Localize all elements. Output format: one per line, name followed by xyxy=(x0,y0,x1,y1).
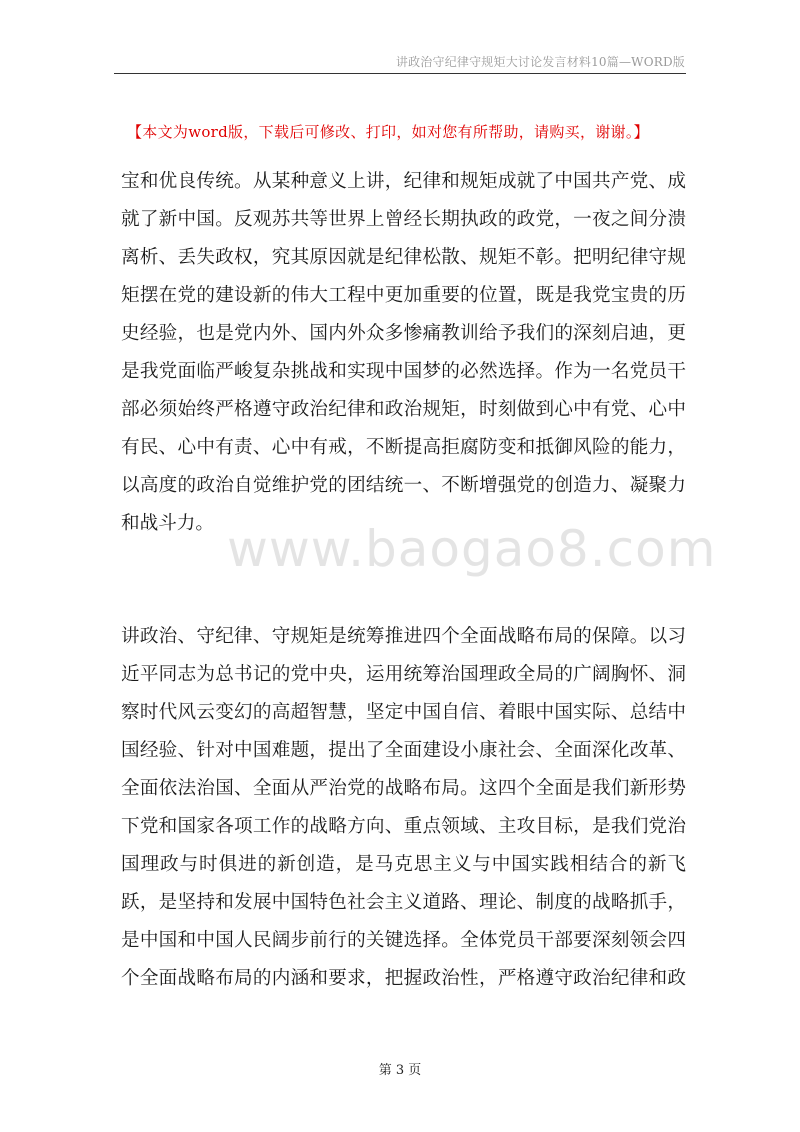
download-notice: 【本文为word版，下载后可修改、打印，如对您有所帮助，请购买，谢谢。】 xyxy=(127,123,649,141)
paragraph-line: 下党和国家各项工作的战略方向、重点领域、主攻目标，是我们党治 xyxy=(121,816,686,837)
paragraph-line: 跃，是坚持和发展中国特色社会主义道路、理论、制度的战略抓手， xyxy=(121,892,686,913)
paragraph-line: 国经验、针对中国难题，提出了全面建设小康社会、全面深化改革、 xyxy=(121,740,686,761)
paragraph-line: 以高度的政治自觉维护党的团结统一、不断增强党的创造力、凝聚力 xyxy=(121,475,686,496)
paragraph-line: 是我党面临严峻复杂挑战和实现中国梦的必然选择。作为一名党员干 xyxy=(121,361,686,382)
paragraph-line: 个全面战略布局的内涵和要求，把握政治性，严格遵守政治纪律和政 xyxy=(121,968,686,989)
paragraph-line: 察时代风云变幻的高超智慧，坚定中国自信、着眼中国实际、总结中 xyxy=(121,702,686,723)
paragraph-line: 宝和优良传统。从某种意义上讲，纪律和规矩成就了中国共产党、成 xyxy=(121,171,686,192)
paragraph-line: 全面依法治国、全面从严治党的战略布局。这四个全面是我们新形势 xyxy=(121,778,686,799)
paragraph-line: 和战斗力。 xyxy=(121,513,214,534)
page-number: 第 3 页 xyxy=(378,1063,422,1078)
paragraph-line: 是中国和中国人民阔步前行的关键选择。全体党员干部要深刻领会四 xyxy=(121,930,686,951)
paragraph-line: 矩摆在党的建设新的伟大工程中更加重要的位置，既是我党宝贵的历 xyxy=(121,285,686,306)
paragraph-line: 史经验，也是党内外、国内外众多惨痛教训给予我们的深刻启迪，更 xyxy=(121,323,686,344)
paragraph-line: 近平同志为总书记的党中央，运用统筹治国理政全局的广阔胸怀、洞 xyxy=(121,664,686,685)
paragraph-line: 部必须始终严格遵守政治纪律和政治规矩，时刻做到心中有党、心中 xyxy=(121,399,686,420)
header-divider xyxy=(114,73,686,74)
document-header-title: 讲政治守纪律守规矩大讨论发言材料10篇—WORD版 xyxy=(395,55,685,69)
paragraph-line: 就了新中国。反观苏共等世界上曾经长期执政的政党，一夜之间分溃 xyxy=(121,209,686,230)
paragraph-line: 有民、心中有责、心中有戒，不断提高拒腐防变和抵御风险的能力， xyxy=(121,437,686,458)
site-watermark: www.baogao8.com xyxy=(227,520,717,578)
paragraph-line: 国理政与时俱进的新创造，是马克思主义与中国实践相结合的新飞 xyxy=(121,854,686,875)
paragraph-1 xyxy=(121,163,686,543)
paragraph-line: 离析、丢失政权，究其原因就是纪律松散、规矩不彰。把明纪律守规 xyxy=(121,247,686,268)
paragraph-line: 讲政治、守纪律、守规矩是统筹推进四个全面战略布局的保障。以习 xyxy=(121,626,686,647)
paragraph-2 xyxy=(121,618,686,998)
